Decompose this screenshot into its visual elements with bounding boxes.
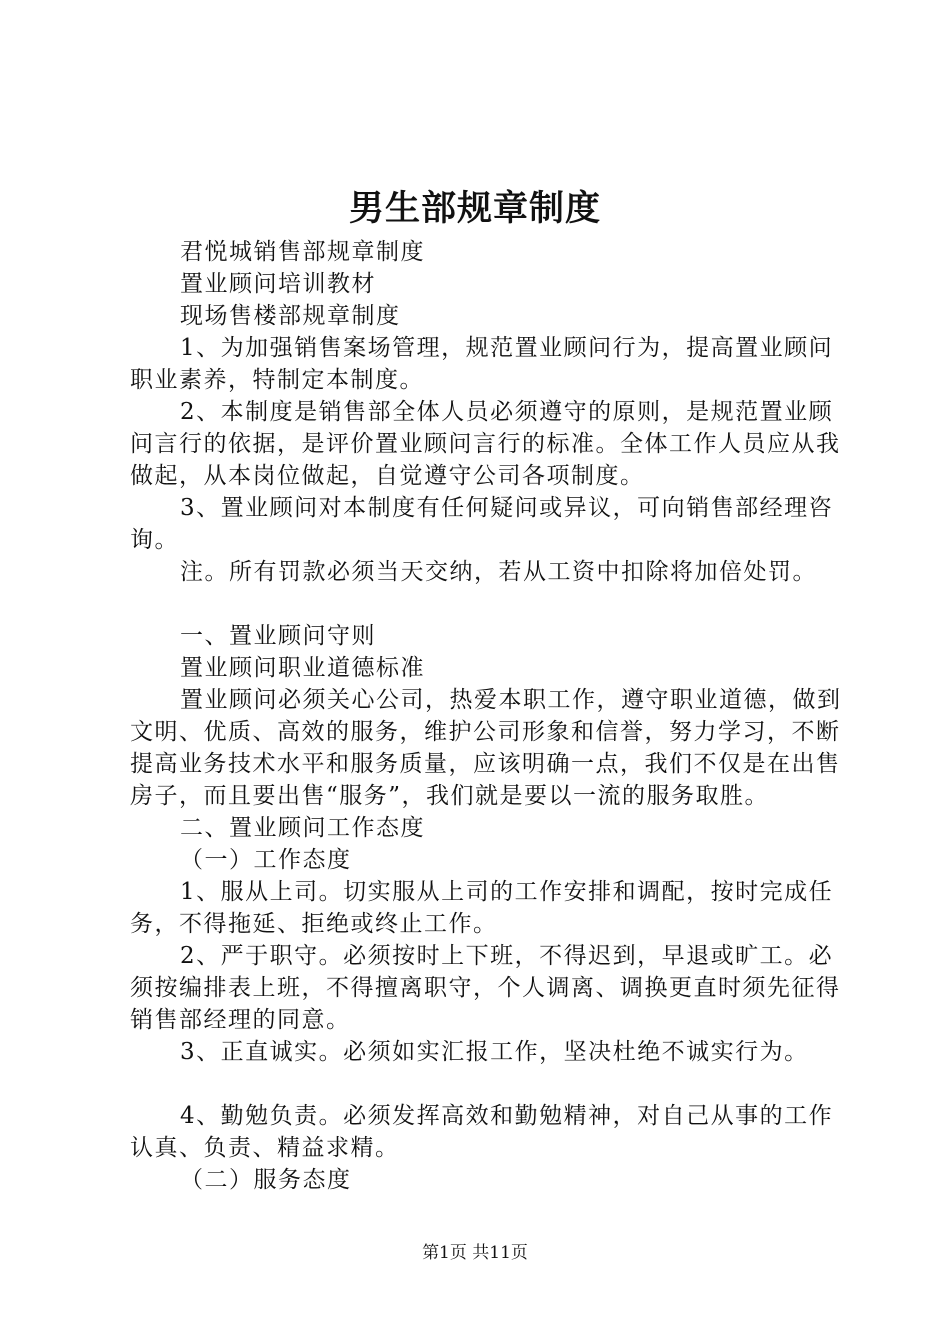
body-paragraph: 现场售楼部规章制度 <box>180 303 401 329</box>
blank-line <box>130 588 850 620</box>
body-paragraph: 3、置业顾问对本制度有任何疑问或异议，可向销售部经理咨询。 <box>130 495 834 553</box>
body-paragraph: 君悦城销售部规章制度 <box>180 239 425 265</box>
section-heading: 一、置业顾问守则 <box>180 623 376 649</box>
body-paragraph: 3、正直诚实。必须如实汇报工作，坚决杜绝不诚实行为。 <box>180 1039 809 1065</box>
document-title: 男生部规章制度 <box>348 188 601 229</box>
page-footer: 第1页 共11页 <box>422 1243 528 1263</box>
body-paragraph: 1、为加强销售案场管理，规范置业顾问行为，提高置业顾问职业素养，特制定本制度。 <box>130 335 834 393</box>
body-paragraph: 2、本制度是销售部全体人员必须遵守的原则，是规范置业顾问言行的依据，是评价置业顾问言行的标准。全体工作人员应从我做起，从本岗位做起，自觉遵守公司各项制度。 <box>130 399 841 489</box>
subsection-heading: 置业顾问职业道德标准 <box>180 655 425 681</box>
body-paragraph: 置业顾问必须关心公司，热爱本职工作，遵守职业道德，做到文明、优质、高效的服务，维护公司形象和信誉，努力学习，不断提高业务技术水平和服务质量，应该明确一点，我们不仅是在出售房子，而且要出售“服务”，我们就是要以一流的服务取胜。 <box>130 687 842 809</box>
document-body <box>130 236 850 1196</box>
subsection-heading: （二）服务态度 <box>180 1167 352 1193</box>
body-paragraph: 置业顾问培训教材 <box>180 271 376 297</box>
body-paragraph: 1、服从上司。切实服从上司的工作安排和调配，按时完成任务，不得拖延、拒绝或终止工作。 <box>130 879 834 937</box>
body-paragraph: 4、勤勉负责。必须发挥高效和勤勉精神，对自己从事的工作认真、负责、精益求精。 <box>130 1103 834 1161</box>
blank-line <box>130 1068 850 1100</box>
subsection-heading: （一）工作态度 <box>180 847 352 873</box>
body-paragraph: 2、严于职守。必须按时上下班，不得迟到，早退或旷工。必须按编排表上班，不得擅离职守，个人调离、调换更直时须先征得销售部经理的同意。 <box>130 943 841 1033</box>
body-paragraph: 注。所有罚款必须当天交纳，若从工资中扣除将加倍处罚。 <box>180 559 817 585</box>
section-heading: 二、置业顾问工作态度 <box>180 815 425 841</box>
